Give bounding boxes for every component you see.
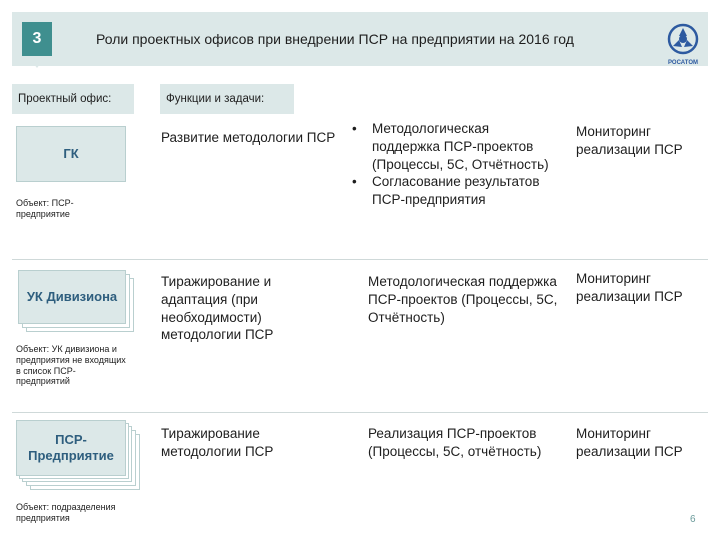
function-text: Тиражирование и адаптация (при необходимости) методологии ПСР [161,274,274,343]
office-object: Объект: подразделения предприятия [16,502,116,523]
row-divider [12,259,708,260]
office-card-psr-enterprise [16,420,140,492]
step-badge: 3 [22,22,52,56]
office-card-label: ГК [16,126,126,182]
function-text: Развитие методологии ПСР [161,130,336,145]
step-badge-pointer [28,56,46,68]
column-header-functions: Функции и задачи: [160,84,294,114]
office-object: Объект: ПСР-предприятие [16,198,74,219]
office-object: Объект: УК дивизиона и предприятия не входящих в список ПСР-предприятий [16,344,126,387]
rosatom-logo-icon [666,22,700,62]
page-title: Роли проектных офисов при внедрении ПСР на предприятии на 2016 год [96,31,574,47]
tasks-list [350,120,560,209]
task-text: Реализация ПСР-проектов (Процессы, 5С, отчётность) [368,426,542,459]
monitoring-text: Мониторинг реализации ПСР [576,124,683,157]
monitoring-text: Мониторинг реализации ПСР [576,271,683,304]
office-card-label: УК Дивизиона [18,270,126,324]
page-number: 6 [690,514,696,525]
task-item: • Методологическая поддержка ПСР-проектов (Процессы, 5С, Отчётность) [350,120,560,173]
function-text: Тиражирование методологии ПСР [161,426,274,459]
office-card-uk-division [18,270,134,332]
logo-text: РОСАТОМ [668,60,698,66]
task-text: Методологическая поддержка ПСР-проектов (Процессы, 5С, Отчётность) [368,274,558,325]
office-card-label: ПСР-Предприятие [16,420,126,476]
office-card-gk [16,126,132,184]
task-item: • Согласование результатов ПСР-предприятия [350,173,560,209]
row-divider [12,412,708,413]
monitoring-text: Мониторинг реализации ПСР [576,426,683,459]
column-header-office: Проектный офис: [12,84,134,114]
